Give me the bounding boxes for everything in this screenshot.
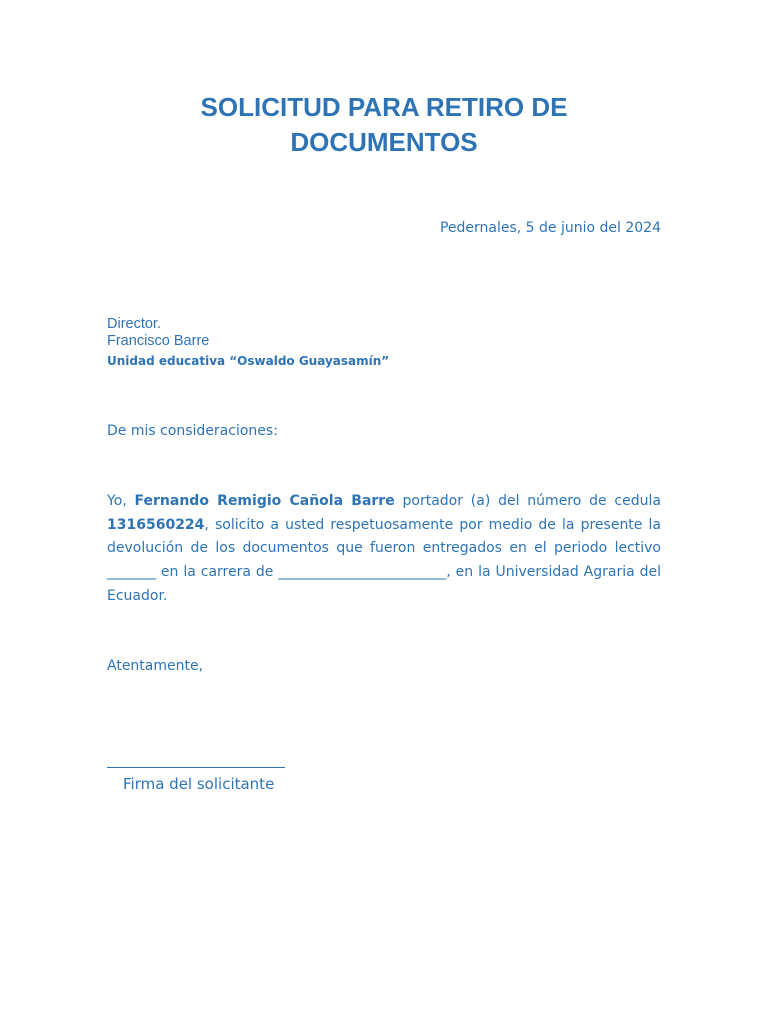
title-line-2: DOCUMENTOS [290, 127, 478, 157]
recipient-role: Director. [107, 316, 161, 332]
body-after-name: portador (a) del número de cedula [394, 493, 661, 509]
letter-date: Pedernales, 5 de junio del 2024 [439, 220, 661, 236]
greeting: De mis consideraciones: [107, 423, 278, 439]
closing: Atentamente, [107, 658, 204, 674]
applicant-name: Fernando Remigio Cañola Barre [134, 493, 395, 509]
recipient-block [107, 316, 389, 370]
letter-body [107, 490, 661, 609]
signature-line [107, 767, 285, 768]
recipient-institution: Unidad educativa “Oswaldo Guayasamín” [107, 354, 390, 368]
title-line-1: SOLICITUD PARA RETIRO DE [200, 92, 568, 122]
body-intro: Yo, [107, 493, 135, 509]
document-title [0, 90, 768, 160]
applicant-id-number: 1316560224 [107, 516, 205, 533]
recipient-name: Francisco Barre [107, 333, 210, 349]
body-after-id: , solicito a usted respetuosamente por medio de la presente la devolución de los documentos que fueron entregados en el periodo lectivo _______ en la carrera de ________________________, en la Universidad Agraria del Ecuador. [107, 516, 661, 604]
signature-label: Firma del solicitante [123, 775, 275, 793]
